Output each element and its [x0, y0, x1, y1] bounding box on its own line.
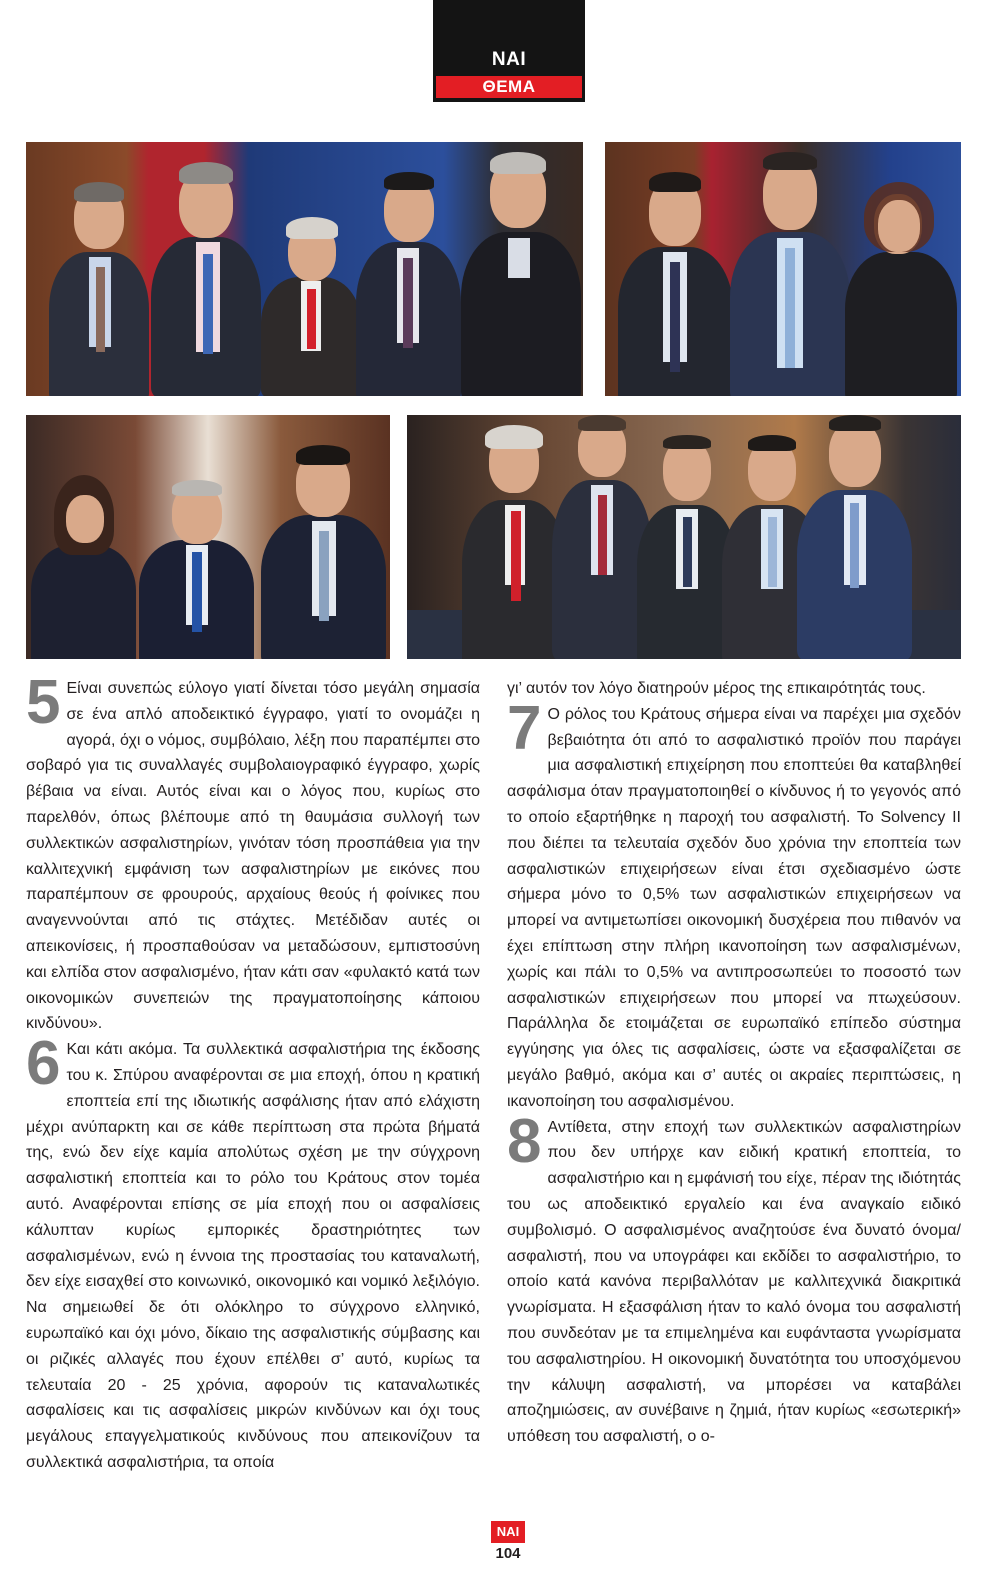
photo-group-five-men — [26, 142, 583, 396]
paragraph-7-text: Ο ρόλος του Κράτους σήμερα είναι να παρέχει μια σχεδόν βεβαιότητα ότι από το ασφαλιστικό προϊόν που παράγει μια ασφαλιστική επιχείρηση που εποπτεύει θα καταβληθεί ασφάλισμα όταν πραγματοποιηθεί ο κίνδυνος ή το γεγονός από το οποίο εξαρτήθηκε η παροχή του ασφαλιστή. Το Solvency II που διέπει τα τελευταία σχεδόν δυο χρόνια την εποπτεία των ασφαλιστικών επιχειρήσεων είναι έτσι σχεδιασμένο ώστε σήμερα μόνο το 0,5% των ασφαλιστικών επιχειρήσεων να μπορεί να αντιμετωπίσει οικονομική δυσχέρεια που πιθανόν να έχει επίπτωση στην πλήρη ικανοποίηση των ασφαλισμένων, χωρίς και πάλι το 0,5% να αντιπροσωπεύει το ποσοστό των ασφαλιστικών επιχειρήσεων που μπορεί να πτωχεύσουν. Παράλληλα δε ετοιμάζεται σε ευρωπαϊκό επίπεδο σύστημα εγγύησης για όλες τις ασφαλίσεις, ώστε να εξασφαλίζεται σε μεγάλο βαθμό, ακόμα και σ’ αυτές οι ακραίες περιπτώσεις, η ικανοποίηση του ασφαλισμένου. — [507, 705, 961, 1110]
magazine-brand: ΝΑΙ — [491, 49, 527, 70]
paragraph-7 — [507, 693, 961, 1115]
paragraph-8-text: Αντίθετα, στην εποχή των συλλεκτικών ασφαλιστηρίων που δεν υπήρχε καν ειδική κρατική εποπτεία, το ασφαλιστήριο και η εμφάνισή του είχε, πέραν της ιδιότητάς του ως αποδεικτικό εργαλείο και ένα αναγκαίο ειδικό συμβολισμό. Ο ασφαλισμένος αναζητούσε ένα δυνατό όνομα/ ασφαλιστή, που να υπογράφει και εκδίδει το ασφαλιστήριο, το οποίο κατά κανόνα περιβαλλόταν με καλλιτεχνικά διακριτικά γνωρίσματα. Η εξασφάλιση ήταν το καλό όνομα του ασφαλιστή που συνδεόταν με τα επιμελημένα και ευφάνταστα γνωρίσματα του ασφαλιστηρίου. Η οικονομική δυνατότητα του υποσχόμενου την κάλυψη ασφαλιστή, να μπορέσει να καταβάλει αποζημιώσεις, αν συνέβαινε η ζημιά, ήταν κυρίως «εσωτερική» υπόθεση του ασφαλιστή, ο ο- — [507, 1118, 961, 1446]
footer-logo: ΝΑΙ — [491, 1521, 525, 1543]
dropcap-5: 5 — [26, 668, 61, 737]
paragraph-6 — [26, 1029, 480, 1476]
dropcap-7: 7 — [507, 693, 542, 763]
photo-two-men-woman — [605, 142, 961, 396]
dropcap-6: 6 — [26, 1029, 61, 1099]
article-column-left — [26, 668, 480, 1476]
page-number: 104 — [495, 1545, 521, 1562]
paragraph-8 — [507, 1106, 961, 1450]
photo-woman-two-men — [26, 415, 390, 659]
paragraph-continuation: γι’ αυτόν τον λόγο διατηρούν μέρος της επικαιρότητάς τους. — [507, 680, 926, 697]
paragraph-5-text: Είναι συνεπώς εύλογο γιατί δίνεται τόσο μεγάλη σημασία σε ένα απλό αποδεικτικό έγγραφο, γιατί το ονομάζει η αγορά, όχι ο νόμος, συμβόλαιο, λέξη που παραπέμπει στο σοβαρό για τις συναλλαγές συμβολαιογραφικό έγγραφο, χωρίς βέβαια να είναι. Αυτός είναι και ο λόγος που, κυρίως στο παρελθόν, όπως βλέπουμε από τη θαυμάσια συλλογή των συλλεκτικών ασφαλιστηρίων, γινόταν τόση προσπάθεια για την καλλιτεχνική εμφάνιση των ασφαλιστηρίων με εικόνες που παραπέμπουν σε φρουρούς, αρχαίους θεούς ή φοίνικες που αναγεννούνται από τις στάχτες. Μετέδιδαν αυτές οι απεικονίσεις, ή προσπαθούσαν να μεταδώσουν, εμπιστοσύνη και ελπίδα στον ασφαλισμένο, ήταν κάτι σαν «φυλακτό κατά των οικονομικών συνεπειών της πραγματοποίησης κάποιου κινδύνου». — [26, 680, 480, 1033]
paragraph-6-text: Και κάτι ακόμα. Τα συλλεκτικά ασφαλιστήρια της έκδοσης του κ. Σπύρου αναφέρονται σε μια εποχή, όπου η κρατική εποπτεία επί της ιδιωτικής ασφάλισης ήταν από ελάχιστη μέχρι ανύπαρκτη και σε κάθε περίπτωση στα πρώτα βήματά της, ενώ δεν είχε καμία απολύτως σχέση με την σύγχρονη ασφαλιστική εποπτεία και το ρόλο του Κράτους στον τομέα αυτό. Αναφέρονται επίσης σε μία εποχή που οι ασφαλίσεις κάλυπταν κυρίως εμπορικές δραστηριότητες των ασφαλισμένων, ενώ η έννοια της προστασίας του καταναλωτή, δεν είχε εισαχθεί στο κοινωνικό, οικονομικό και νομικό λεξιλόγιο. Να σημειωθεί δε ότι ολόκληρο το σύγχρονο ελληνικό, ευρωπαϊκό και όχι μόνο, δίκαιο της ασφαλιστικής σύμβασης και οι ριζικές αλλαγές που έχουν επέλθει σ’ αυτό, κυρίως τα τελευταία 20 - 25 χρόνια, αφορούν τις καταναλωτικές ασφαλίσεις και τις ασφαλίσεις μικρών κινδύνων και όχι τους μεγάλους επαγγελματικούς κινδύνους που απεικονίζουν τα συλλεκτικά ασφαλιστήρια, τα οποία — [26, 1041, 480, 1471]
paragraph-5 — [26, 668, 480, 1037]
masthead — [433, 0, 585, 102]
section-label: ΘΕΜΑ — [436, 76, 582, 98]
dropcap-8: 8 — [507, 1106, 542, 1176]
article-column-right — [507, 676, 961, 1450]
photo-group-six-men — [407, 415, 961, 659]
